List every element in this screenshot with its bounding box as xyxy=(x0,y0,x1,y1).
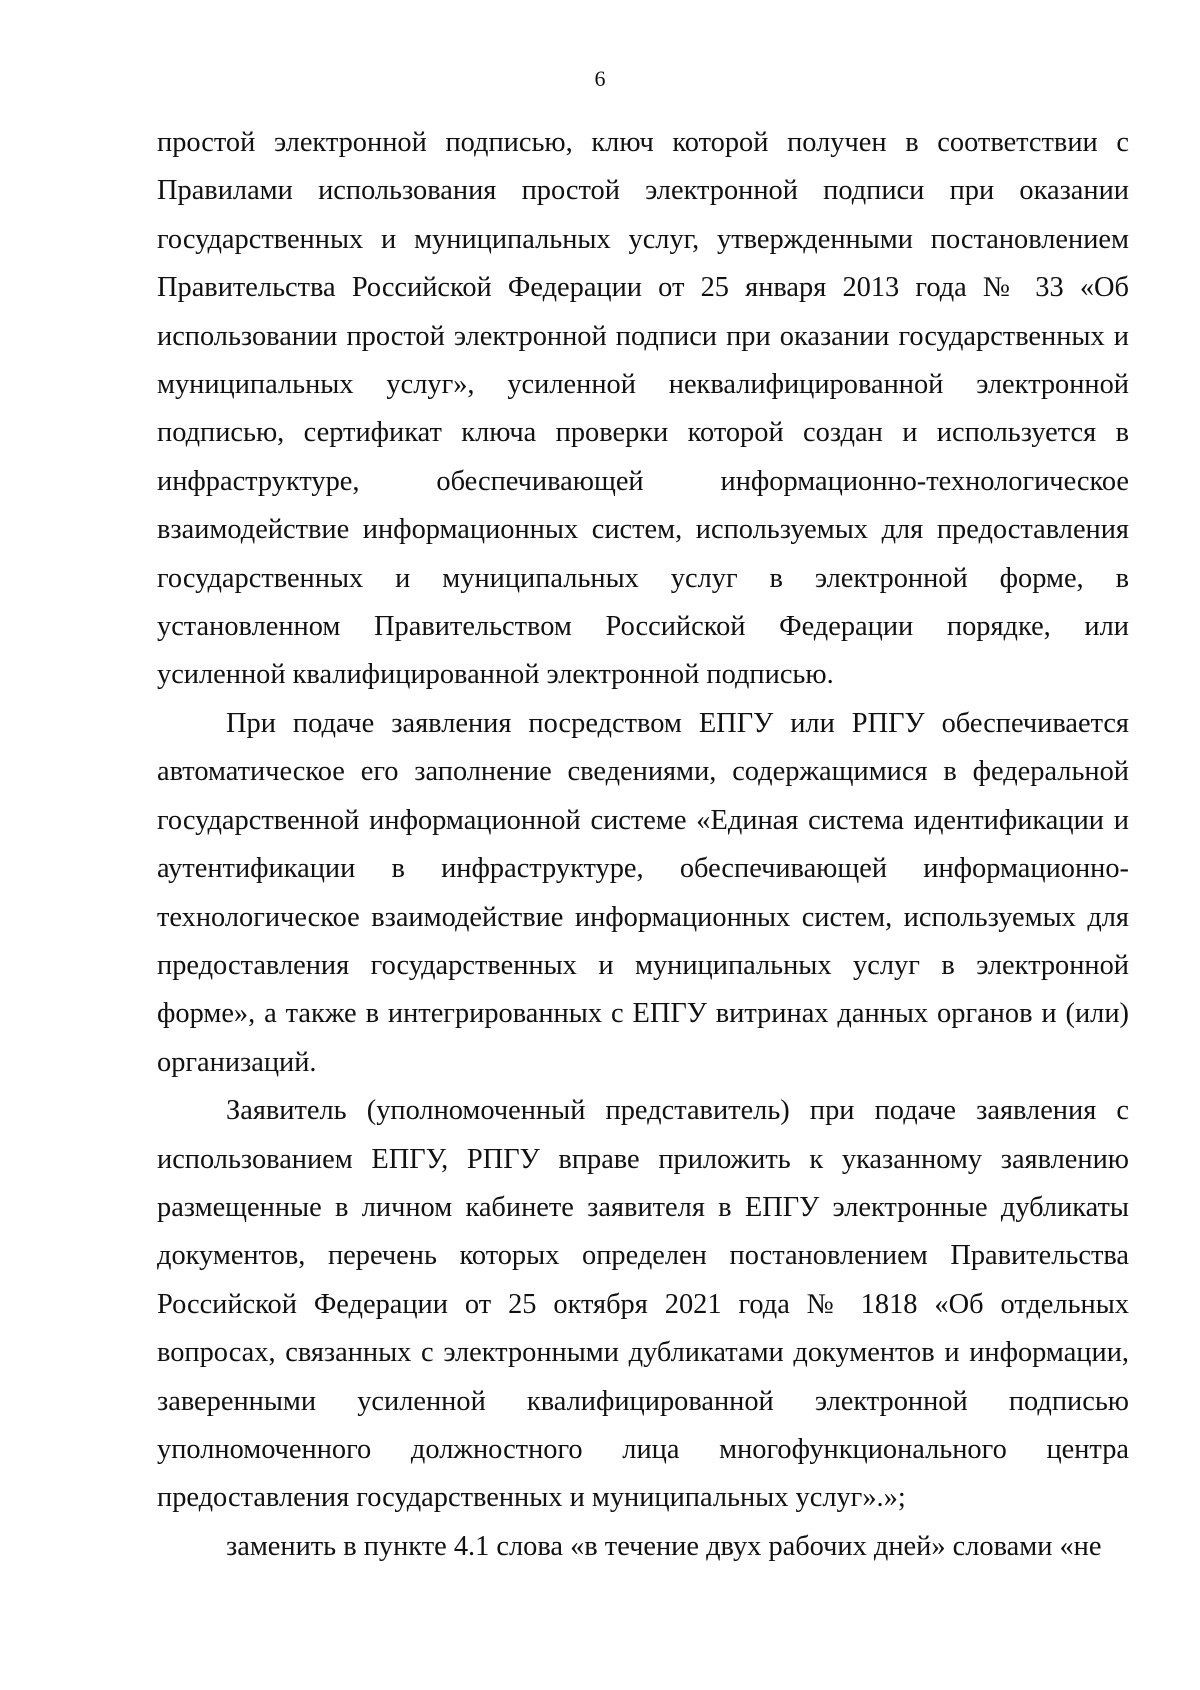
paragraph-signature-types: простой электронной подписью, ключ которой получен в соответствии с Правилами использования простой электронной подписи при оказании государственных и муниципальных услуг, утвержденными постановлением Правительства Российской Федерации от 25 января 2013 года № 33 «Об использовании простой электронной подписи при оказании государственных и муниципальных услуг», усиленной неквалифицированной электронной подписью, сертификат ключа проверки которой создан и используется в инфраструктуре, обеспечивающей информационно-технологическое взаимодействие информационных систем, используемых для предоставления государственных и муниципальных услуг в электронной форме, в установленном Правительством Российской Федерации порядке, или усиленной квалифицированной электронной подписью. xyxy=(157,127,1129,691)
paragraph-electronic-duplicates: Заявитель (уполномоченный представитель) при подаче заявления с использованием ЕПГУ, РПГУ вправе приложить к указанному заявлению размещенные в личном кабинете заявителя в ЕПГУ электронные дубликаты документов, перечень которых определен постановлением Правительства Российской Федерации от 25 октября 2021 года № 1818 «Об отдельных вопросах, связанных с электронными дубликатами документов и информации, заверенными усиленной квалифицированной электронной подписью уполномоченного должностного лица многофункционального центра предоставления государственных и муниципальных услуг».»; xyxy=(157,1095,1129,1514)
document-body xyxy=(157,119,1129,1571)
paragraph-epgu-autofill: При подаче заявления посредством ЕПГУ или РПГУ обеспечивается автоматическое его заполнение сведениями, содержащимися в федеральной государственной информационной системе «Единая система идентификации и аутентификации в инфраструктуре, обеспечивающей информационно-технологическое взаимодействие информационных систем, используемых для предоставления государственных и муниципальных услуг в электронной форме», а также в интегрированных с ЕПГУ витринах данных органов и (или) организаций. xyxy=(157,707,1129,1078)
page-number: 6 xyxy=(594,66,606,91)
paragraph-replace-clause: заменить в пункте 4.1 слова «в течение двух рабочих дней» словами «не xyxy=(226,1530,1102,1562)
